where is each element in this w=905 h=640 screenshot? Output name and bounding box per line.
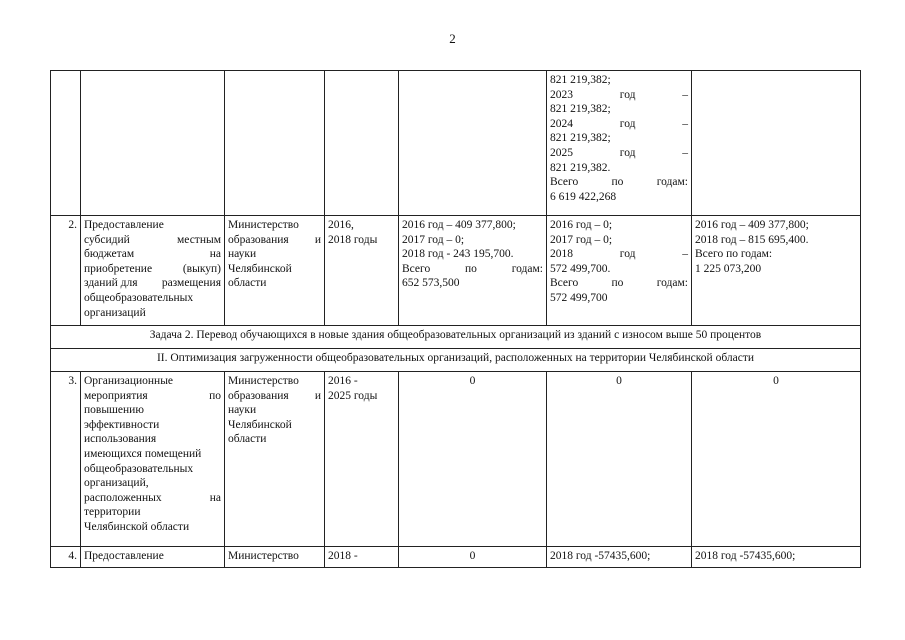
text-line: организаций, xyxy=(84,477,149,490)
text-word: (выкуп) xyxy=(182,262,221,275)
text-word: 2025 xyxy=(550,146,573,159)
text-line: 2016 год – 409 377,800; xyxy=(695,219,809,231)
table-row xyxy=(51,372,861,547)
text-word: бюджетам xyxy=(84,248,135,261)
justified-text-line xyxy=(550,175,688,190)
justified-text-line xyxy=(402,262,543,277)
cell-col7 xyxy=(692,71,861,216)
cell-col5 xyxy=(399,216,547,326)
row-number: 3. xyxy=(51,372,81,547)
text-line: Министерство xyxy=(228,219,299,231)
cell-executor: Министерство xyxy=(225,547,325,568)
text-word: – xyxy=(682,248,688,261)
cell-col6: 2018 год -57435,600; xyxy=(547,547,692,568)
justified-text-line xyxy=(550,117,688,132)
cell-activity xyxy=(81,372,225,547)
justified-text-line xyxy=(84,491,221,506)
cell-activity xyxy=(81,216,225,326)
text-word: 2023 xyxy=(550,88,573,101)
text-line: Организационные xyxy=(84,375,174,387)
text-word: годам: xyxy=(656,277,688,290)
text-line: эффективности xyxy=(84,418,160,431)
text-line: 572 499,700. xyxy=(550,262,611,275)
cell-col6: 0 xyxy=(547,372,692,547)
justified-text-line xyxy=(550,247,688,262)
row-number: 2. xyxy=(51,216,81,326)
table-row-section xyxy=(51,349,861,372)
table-row-task xyxy=(51,326,861,349)
text-line: области xyxy=(228,277,267,290)
text-line: 821 219,382; xyxy=(550,132,611,145)
text-word: по xyxy=(465,262,477,275)
text-word: год xyxy=(619,117,636,130)
text-line: Всего по годам: xyxy=(695,248,773,261)
cell-col5: 0 xyxy=(399,372,547,547)
text-word: Всего xyxy=(402,262,431,275)
text-word: 2024 xyxy=(550,117,573,130)
text-line: 821 219,382; xyxy=(550,74,611,86)
justified-text-line xyxy=(84,276,221,291)
text-word: на xyxy=(209,248,221,261)
text-word: мероприятия xyxy=(84,389,148,402)
text-word: 2018 xyxy=(550,248,573,261)
cell-executor xyxy=(225,372,325,547)
cell-executor xyxy=(225,71,325,216)
text-line: 2016 год – 0; xyxy=(550,219,613,231)
text-word: субсидий xyxy=(84,233,130,246)
justified-text-line xyxy=(228,233,321,248)
text-line: использования xyxy=(84,433,157,446)
text-line: Челябинской xyxy=(228,262,292,275)
text-line: 6 619 422,268 xyxy=(550,190,617,203)
text-line: Предоставление xyxy=(84,219,164,231)
text-line: 572 499,700 xyxy=(550,291,608,304)
text-word: приобретение xyxy=(84,262,153,275)
justified-text-line xyxy=(84,262,221,277)
text-line: 2016 - xyxy=(328,375,358,387)
cell-period: 2018 - xyxy=(325,547,399,568)
program-table xyxy=(50,70,861,568)
cell-col7: 2018 год -57435,600; xyxy=(692,547,861,568)
cell-num xyxy=(51,71,81,216)
text-word: размещения xyxy=(161,277,221,290)
section-heading: II. Оптимизация загруженности общеобразовательных организаций, расположенных на территории Челябинской области xyxy=(51,349,861,372)
text-word: на xyxy=(209,491,221,504)
text-line: имеющихся помещений xyxy=(84,447,202,460)
text-line: 2018 годы xyxy=(328,233,378,246)
text-word: год xyxy=(619,88,636,101)
text-word: – xyxy=(682,88,688,101)
text-word: образования xyxy=(228,389,289,402)
cell-period xyxy=(325,372,399,547)
justified-text-line xyxy=(550,146,688,161)
text-word: местным xyxy=(177,233,221,246)
text-line: 2018 год – 815 695,400. xyxy=(695,233,809,246)
text-word: и xyxy=(314,233,321,246)
text-line: 2018 год - 243 195,700. xyxy=(402,248,514,261)
text-line: 2016, xyxy=(328,219,354,231)
text-word: – xyxy=(682,117,688,130)
text-line: 652 573,500 xyxy=(402,277,460,290)
text-word: – xyxy=(682,146,688,159)
justified-text-line xyxy=(228,389,321,404)
cell-col7 xyxy=(692,216,861,326)
text-word: годам: xyxy=(511,262,543,275)
text-line: 821 219,382; xyxy=(550,103,611,116)
text-word: годам: xyxy=(656,176,688,189)
text-line: области xyxy=(228,433,267,446)
cell-col6 xyxy=(547,216,692,326)
text-line: 1 225 073,200 xyxy=(695,262,762,275)
cell-col7: 0 xyxy=(692,372,861,547)
row-number: 4. xyxy=(51,547,81,568)
table-row xyxy=(51,547,861,568)
text-line: 821 219,382. xyxy=(550,161,611,174)
text-word: и xyxy=(314,389,321,402)
text-line: Челябинской xyxy=(228,418,292,431)
justified-text-line xyxy=(84,247,221,262)
text-word: Всего xyxy=(550,277,579,290)
text-word: по xyxy=(611,277,624,290)
text-word: Всего xyxy=(550,176,579,189)
task-heading: Задача 2. Перевод обучающихся в новые здания общеобразовательных организаций из зданий с износом выше 50 процентов xyxy=(51,326,861,349)
text-word: год xyxy=(619,146,636,159)
text-line: повышению xyxy=(84,404,144,417)
text-word: по xyxy=(611,176,624,189)
text-word: зданий для xyxy=(84,277,138,290)
page-number: 2 xyxy=(449,31,456,46)
table-row xyxy=(51,216,861,326)
text-line: 2017 год – 0; xyxy=(402,233,465,246)
cell-col6 xyxy=(547,71,692,216)
text-line: 2016 год – 409 377,800; xyxy=(402,219,516,231)
cell-col5: 0 xyxy=(399,547,547,568)
text-line: общеобразовательных xyxy=(84,462,194,475)
text-word: расположенных xyxy=(84,491,162,504)
text-line: территории xyxy=(84,506,141,519)
justified-text-line xyxy=(550,88,688,103)
cell-period xyxy=(325,216,399,326)
text-line: 2017 год – 0; xyxy=(550,233,613,246)
cell-activity: Предоставление xyxy=(81,547,225,568)
text-line: Министерство xyxy=(228,375,299,387)
justified-text-line xyxy=(84,233,221,248)
cell-activity xyxy=(81,71,225,216)
text-line: организаций xyxy=(84,306,146,319)
table-row-continuation xyxy=(51,71,861,216)
text-line: Челябинской области xyxy=(84,520,190,533)
text-line: науки xyxy=(228,404,257,417)
text-word: по xyxy=(209,389,221,402)
text-word: год xyxy=(619,248,636,261)
text-line: науки xyxy=(228,248,257,261)
text-word: образования xyxy=(228,233,289,246)
justified-text-line xyxy=(84,389,221,404)
cell-col5 xyxy=(399,71,547,216)
text-line: общеобразовательных xyxy=(84,291,194,304)
justified-text-line xyxy=(550,276,688,291)
cell-period xyxy=(325,71,399,216)
cell-executor xyxy=(225,216,325,326)
text-line: 2025 годы xyxy=(328,389,378,402)
